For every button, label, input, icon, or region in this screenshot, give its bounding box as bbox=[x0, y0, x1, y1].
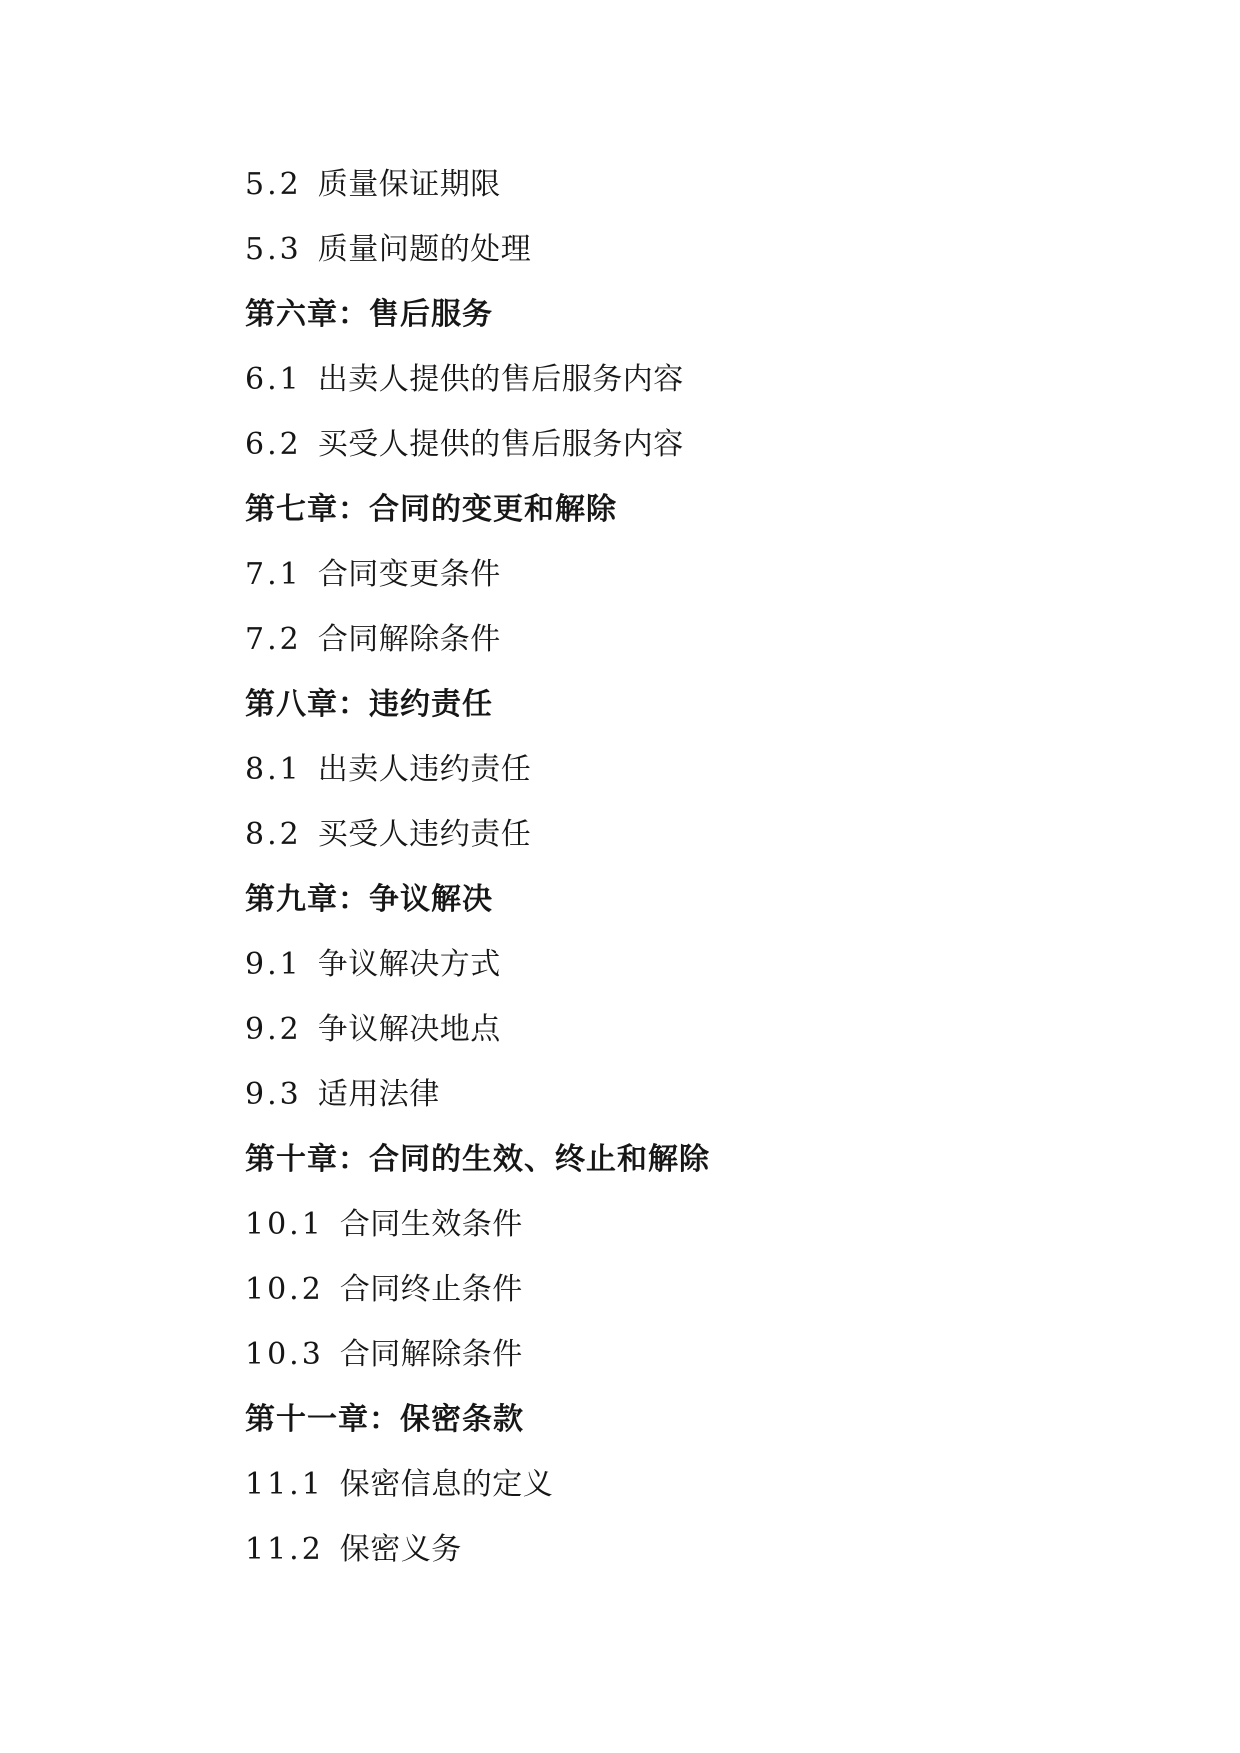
toc-item bbox=[245, 152, 1160, 217]
item-number: 10.1 bbox=[245, 1207, 324, 1242]
item-text: 买受人提供的售后服务内容 bbox=[317, 427, 684, 462]
item-number: 10.2 bbox=[245, 1272, 324, 1307]
toc-item bbox=[245, 1452, 1160, 1517]
item-number: 11.1 bbox=[245, 1467, 324, 1502]
item-text: 合同终止条件 bbox=[339, 1272, 523, 1307]
item-text: 合同解除条件 bbox=[339, 1337, 523, 1372]
chapter-heading: 第七章：合同的变更和解除 bbox=[245, 492, 617, 527]
item-text: 买受人违约责任 bbox=[317, 817, 532, 852]
item-text: 质量问题的处理 bbox=[317, 232, 532, 267]
toc-item bbox=[245, 347, 1160, 412]
toc-item bbox=[245, 542, 1160, 607]
toc-item bbox=[245, 1517, 1160, 1582]
item-text: 争议解决地点 bbox=[317, 1012, 501, 1047]
toc-item bbox=[245, 217, 1160, 282]
item-text: 质量保证期限 bbox=[317, 167, 501, 202]
toc-item bbox=[245, 412, 1160, 477]
toc-list bbox=[245, 152, 1160, 1582]
item-text: 保密义务 bbox=[339, 1532, 462, 1567]
item-text: 合同生效条件 bbox=[339, 1207, 523, 1242]
chapter-heading: 第六章：售后服务 bbox=[245, 297, 493, 332]
toc-item bbox=[245, 1322, 1160, 1387]
item-number: 7.1 bbox=[245, 557, 302, 592]
chapter-heading: 第十一章：保密条款 bbox=[245, 1402, 524, 1437]
toc-item bbox=[245, 1192, 1160, 1257]
item-text: 适用法律 bbox=[317, 1077, 440, 1112]
toc-item bbox=[245, 1062, 1160, 1127]
item-number: 9.1 bbox=[245, 947, 302, 982]
item-number: 6.1 bbox=[245, 362, 302, 397]
item-number: 8.2 bbox=[245, 817, 302, 852]
item-number: 9.2 bbox=[245, 1012, 302, 1047]
item-text: 争议解决方式 bbox=[317, 947, 501, 982]
item-number: 5.2 bbox=[245, 167, 302, 202]
item-text: 出卖人违约责任 bbox=[317, 752, 532, 787]
item-number: 6.2 bbox=[245, 427, 302, 462]
toc-item bbox=[245, 802, 1160, 867]
item-number: 7.2 bbox=[245, 622, 302, 657]
item-number: 5.3 bbox=[245, 232, 302, 267]
item-number: 10.3 bbox=[245, 1337, 324, 1372]
item-number: 9.3 bbox=[245, 1077, 302, 1112]
item-text: 合同变更条件 bbox=[317, 557, 501, 592]
toc-item bbox=[245, 997, 1160, 1062]
toc-item bbox=[245, 1257, 1160, 1322]
chapter-heading: 第八章：违约责任 bbox=[245, 687, 493, 722]
item-text: 出卖人提供的售后服务内容 bbox=[317, 362, 684, 397]
item-text: 保密信息的定义 bbox=[339, 1467, 554, 1502]
item-number: 11.2 bbox=[245, 1532, 324, 1567]
item-number: 8.1 bbox=[245, 752, 302, 787]
item-text: 合同解除条件 bbox=[317, 622, 501, 657]
toc-item bbox=[245, 607, 1160, 672]
chapter-heading: 第九章：争议解决 bbox=[245, 882, 493, 917]
chapter-heading: 第十章：合同的生效、终止和解除 bbox=[245, 1142, 710, 1177]
toc-item bbox=[245, 737, 1160, 802]
toc-item bbox=[245, 932, 1160, 997]
